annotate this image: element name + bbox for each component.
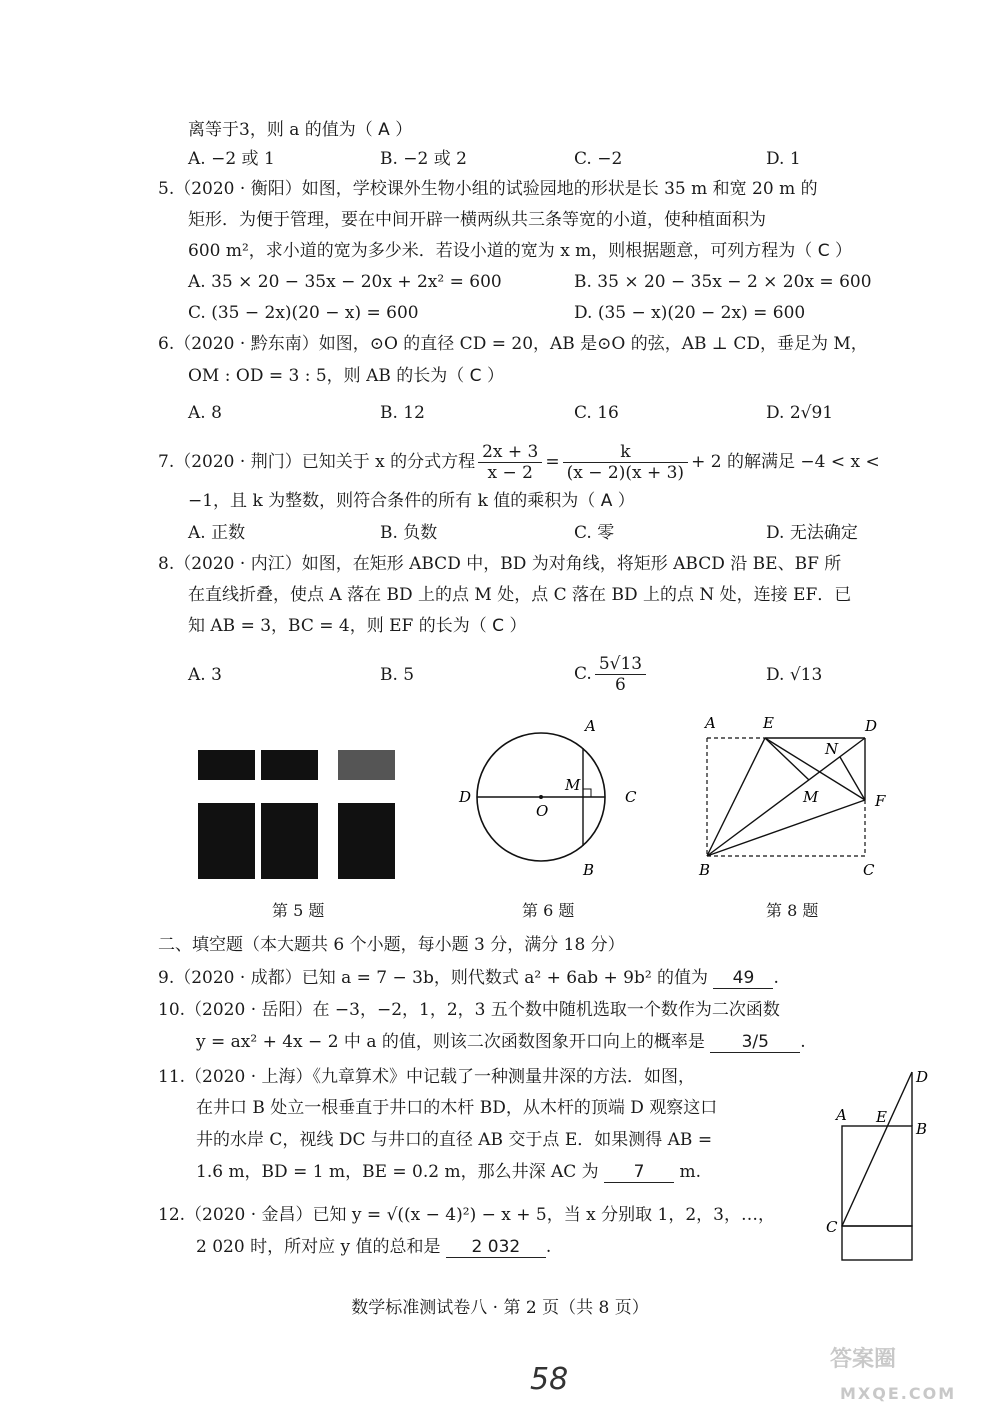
q6-answer: C: [469, 366, 482, 386]
q6-option-d: D. 2√91: [766, 403, 834, 423]
watermark-site: MXQE.COM: [840, 1384, 957, 1403]
q11-line1: 11.（2020 · 上海）《九章算术》中记载了一种测量井深的方法．如图，: [158, 1067, 696, 1087]
q12-line2: 2 020 时，所对应 y 值的总和是 2 032 .: [196, 1237, 552, 1257]
page-footer: 数学标准测试卷八 · 第 2 页（共 8 页）: [351, 1298, 649, 1318]
q6-line2: OM : OD = 3 : 5，则 AB 的长为（ C ）: [188, 366, 504, 386]
q5-line2: 矩形．为便于管理，要在中间开辟一横两纵共三条等宽的小道，使种植面积为: [188, 210, 766, 230]
q4-answer: A: [378, 120, 390, 140]
q10-line1: 10.（2020 · 岳阳）在 −3，−2，1，2，3 五个数中随机选取一个数作为二次函数: [158, 1000, 780, 1020]
fig8-label-n: N: [825, 740, 839, 758]
fig11-label-a: A: [836, 1106, 847, 1124]
q5-answer: C: [817, 241, 830, 261]
fig8-label-c: C: [863, 861, 875, 879]
q5-option-d: D. (35 − x)(20 − 2x) = 600: [574, 303, 806, 323]
q5-option-b: B. 35 × 20 − 35x − 2 × 20x = 600: [574, 272, 872, 292]
q6-option-c: C. 16: [574, 403, 619, 423]
q10-answer-blank: 3/5: [710, 1032, 800, 1053]
figure-8-caption: 第 8 题: [766, 901, 819, 920]
fig11-label-c: C: [826, 1218, 838, 1236]
q8-option-c: C. $\frac{5√13}{6}$: [574, 652, 649, 696]
figure-5-caption: 第 5 题: [272, 901, 325, 920]
q4-option-d: D. 1: [766, 149, 801, 169]
fig6-label-o: O: [536, 802, 549, 820]
q7-fraction-right: $\frac{k}{(x - 2)(x + 3)}$: [563, 442, 688, 483]
q8-line3: 知 AB = 3，BC = 4，则 EF 的长为（ C ）: [188, 616, 527, 636]
q7-fraction-left: $\frac{2x + 3}{x - 2}$: [478, 442, 542, 483]
q8-option-b: B. 5: [380, 665, 415, 685]
q6-line1: 6.（2020 · 黔东南）如图，⊙O 的直径 CD = 20，AB 是⊙O 的弦，AB ⊥ CD，垂足为 M，: [158, 334, 868, 354]
figure-5-garden: [195, 748, 400, 882]
q12-line1: 12.（2020 · 金昌）已知 y = √((x − 4)²) − x + 5，当 x 分别取 1，2，3，…，: [158, 1205, 775, 1225]
watermark-brand: 答案圈: [830, 1347, 897, 1372]
q5-line3: 600 m²，求小道的宽为多少米．若设小道的宽为 x m，则根据题意，可列方程为（ C ）: [188, 241, 852, 261]
fig6-label-d: D: [459, 788, 472, 806]
fig8-label-f: F: [875, 792, 886, 810]
fig11-label-d: D: [916, 1068, 929, 1086]
q7-option-c: C. 零: [574, 523, 615, 543]
q11-answer-blank: 7: [604, 1162, 674, 1183]
q8-line2: 在直线折叠，使点 A 落在 BD 上的点 M 处，点 C 落在 BD 上的点 N 处，连接 EF．已: [188, 585, 852, 605]
fig6-label-a: A: [585, 717, 596, 735]
q7-line1: 7.（2020 · 荆门）已知关于 x 的分式方程 $\frac{2x + 3}{x - 2}$ = $\frac{k}{(x - 2)(x + 3)}$ + 2 的解满足 −4 < x <: [158, 442, 880, 483]
q4-option-a: A. −2 或 1: [188, 149, 275, 169]
q4-option-c: C. −2: [574, 149, 623, 169]
figure-8-rectangle-fold: [695, 712, 900, 882]
q7-option-b: B. 负数: [380, 523, 438, 543]
q6-option-b: B. 12: [380, 403, 425, 423]
fig8-label-a: A: [705, 714, 716, 732]
fig11-label-b: B: [916, 1120, 928, 1138]
fig6-label-m: M: [565, 776, 581, 794]
q7-option-a: A. 正数: [188, 523, 246, 543]
q8-line1: 8.（2020 · 内江）如图，在矩形 ABCD 中，BD 为对角线，将矩形 ABCD 沿 BE、BF 所: [158, 554, 842, 574]
figure-6-caption: 第 6 题: [522, 901, 575, 920]
fig8-label-d: D: [865, 717, 878, 735]
q7-option-d: D. 无法确定: [766, 523, 858, 543]
q11-line3: 井的水岸 C，视线 DC 与井口的直径 AB 交于点 E．如果测得 AB =: [196, 1130, 713, 1150]
q12-answer-blank: 2 032: [446, 1237, 546, 1258]
figure-11-well: [822, 1060, 932, 1270]
fig8-label-e: E: [763, 714, 774, 732]
q11-line2: 在井口 B 处立一根垂直于井口的木杆 BD，从木杆的顶端 D 观察这口: [196, 1098, 718, 1118]
fig6-label-b: B: [583, 861, 595, 879]
q8-answer: C: [492, 616, 505, 636]
q5-line1: 5.（2020 · 衡阳）如图，学校课外生物小组的试验园地的形状是长 35 m 和宽 20 m 的: [158, 179, 818, 199]
section-2-heading: 二、填空题（本大题共 6 个小题，每小题 3 分，满分 18 分）: [158, 935, 625, 955]
fig6-label-c: C: [625, 788, 637, 806]
q8-option-d: D. √13: [766, 665, 823, 685]
q9-line: 9.（2020 · 成都）已知 a = 7 − 3b，则代数式 a² + 6ab + 9b² 的值为 49 .: [158, 968, 779, 988]
q5-option-c: C. (35 − 2x)(20 − x) = 600: [188, 303, 419, 323]
q9-answer-blank: 49: [713, 968, 773, 989]
handwritten-page-number: 58: [530, 1362, 569, 1397]
q11-line4: 1.6 m，BD = 1 m，BE = 0.2 m，那么井深 AC 为 7 m.: [196, 1162, 702, 1182]
fig11-label-e: E: [876, 1108, 887, 1126]
fig8-label-m: M: [803, 788, 819, 806]
q7-line2: −1，且 k 为整数，则符合条件的所有 k 值的乘积为（ A ）: [188, 491, 635, 511]
q4-option-b: B. −2 或 2: [380, 149, 467, 169]
fig8-label-b: B: [699, 861, 711, 879]
q7-answer: A: [600, 491, 613, 511]
q4-continuation: 离等于3，则 a 的值为（ A ）: [188, 120, 413, 140]
q8-option-a: A. 3: [188, 665, 222, 685]
figure-6-circle: [455, 715, 645, 885]
q5-option-a: A. 35 × 20 − 35x − 20x + 2x² = 600: [188, 272, 502, 292]
q10-line2: y = ax² + 4x − 2 中 a 的值，则该二次函数图象开口向上的概率是 3/5 .: [196, 1032, 806, 1052]
q6-option-a: A. 8: [188, 403, 222, 423]
